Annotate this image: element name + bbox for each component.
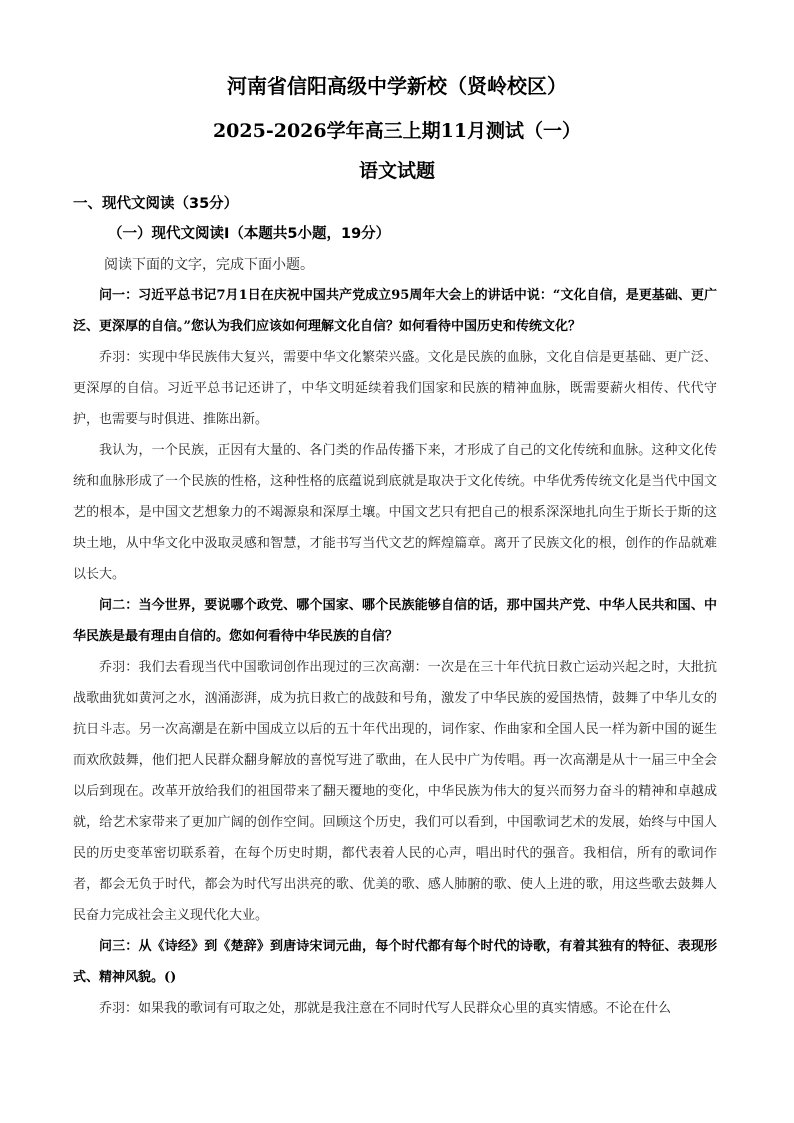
subject-title: 语文试题 xyxy=(358,160,435,182)
answer-one-paragraph: 乔羽：实现中华民族伟大复兴，需要中华文化繁荣兴盛。文化是民族的血脉，文化自信是更基础、更广泛、更深厚的自信。习近平总书记还讲了，中华文明延续着我们国家和民族的精神血脉，既需要薪火相传、代代守护，也需要与时俱进、推陈出新。 xyxy=(73,350,717,427)
answer-one-paragraph: 我认为，一个民族，正因有大量的、各门类的作品传播下来，才形成了自己的文化传统和血脉。这种文化传统和血脉形成了一个民族的性格，这种性格的底蕴说到底就是取决于文化传统。中华优秀传统文化是当代中国文艺的根本，是中国文艺想象力的不竭源泉和深厚土壤。中国文艺只有把自己的根系深深地扎向生于斯长于斯的这块土地，从中华文化中汲取灵感和智慧，才能书写当代文艺的辉煌篇章。离开了民族文化的根，创作的作品就难以长大。 xyxy=(73,443,717,582)
reading-instruction: 阅读下面的文字，完成下面小题。 xyxy=(104,257,314,273)
question-one: 问一：习近平总书记7月1日在庆祝中国共产党成立95周年大会上的讲话中说：“文化自信，是更基础、更广泛、更深厚的自信。”您认为我们应该如何理解文化自信？如何看待中国历史和传统文化？ xyxy=(73,288,717,334)
school-title: 河南省信阳高级中学新校（贤岭校区） xyxy=(227,74,567,98)
question-three: 问三：从《诗经》到《楚辞》到唐诗宋词元曲，每个时代都有每个时代的诗歌，有着其独有的特征、表现形式、精神风貌。() xyxy=(73,939,717,985)
exam-title: 2025-2026学年高三上期11月测试（一） xyxy=(212,120,582,142)
subsection-heading: （一）现代文阅读Ⅰ（本题共5小题，19分） xyxy=(108,226,391,242)
question-two: 问二：当今世界，要说哪个政党、哪个国家、哪个民族能够自信的话，那中国共产党、中华人民共和国、中华民族是最有理由自信的。您如何看待中华民族的自信？ xyxy=(73,598,717,644)
section-heading: 一、现代文阅读（35分） xyxy=(73,196,239,212)
answer-three-paragraph: 乔羽：如果我的歌词有可取之处，那就是我注意在不同时代写人民群众心里的真实情感。不论在什么 xyxy=(99,1001,672,1016)
answer-two-paragraph: 乔羽：我们去看现当代中国歌词创作出现过的三次高潮：一次是在三十年代抗日救亡运动兴起之时，大批抗战歌曲犹如黄河之水，汹涌澎湃，成为抗日救亡的战鼓和号角，激发了中华民族的爱国热情，鼓舞了中华儿女的抗日斗志。另一次高潮是在新中国成立以后的五十年代出现的，词作家、作曲家和全国人民一样为新中国的诞生而欢欣鼓舞，他们把人民群众翻身解放的喜悦写进了歌曲，在人民中广为传唱。再一次高潮是从十一届三中全会以后到现在。改革开放给我们的祖国带来了翻天覆地的变化，中华民族为伟大的复兴而努力奋斗的精神和卓越成就，给艺术家带来了更加广阔的创作空间。回顾这个历史，我们可以看到，中国歌词艺术的发展，始终与中国人民的历史变革密切联系着，在每个历史时期，都代表着人民的心声，唱出时代的强音。我相信，所有的歌词作者，都会无负于时代，都会为时代写出洪亮的歌、优美的歌、感人肺腑的歌、使人上进的歌，用这些歌去鼓舞人民奋力完成社会主义现代化大业。 xyxy=(73,660,717,923)
